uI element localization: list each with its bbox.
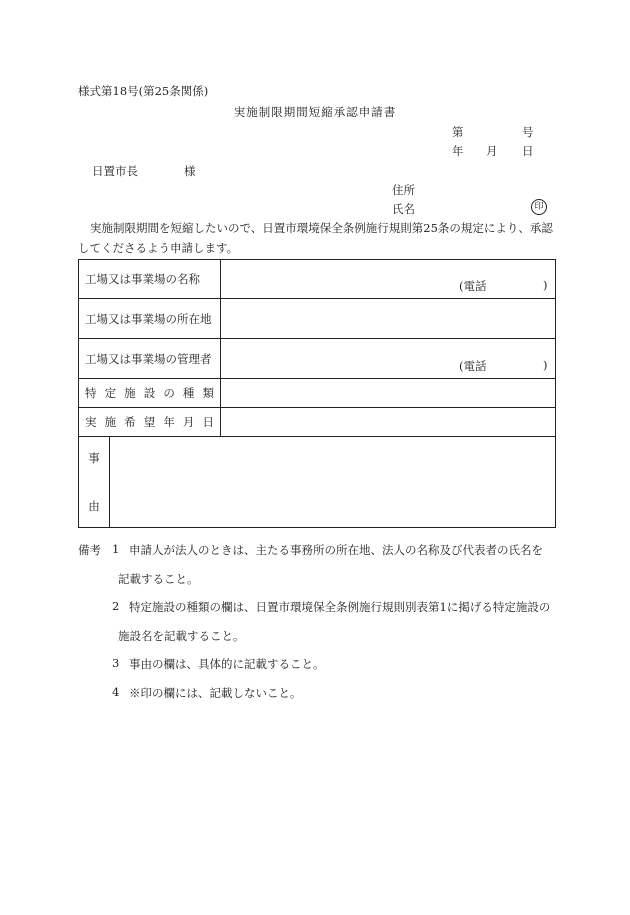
- facility-type-field[interactable]: [221, 379, 556, 408]
- label-char: 日: [202, 415, 214, 429]
- reason-label: [79, 437, 110, 528]
- label-char: 特: [85, 386, 97, 400]
- facility-manager-field[interactable]: [221, 339, 556, 379]
- label-char: 事: [88, 451, 100, 465]
- label-char: の: [163, 386, 175, 400]
- label-char: 望: [143, 415, 156, 429]
- phone-label: (電話: [459, 359, 487, 373]
- table-row: [79, 299, 556, 339]
- note-number: 2: [112, 599, 120, 613]
- note-number: 4: [112, 685, 120, 699]
- note-text: 特定施設の種類の欄は、日置市環境保全条例施行規則別表第1に掲げる特定施設の: [129, 600, 551, 614]
- label-char: 由: [88, 499, 100, 513]
- note-text: 申請人が法人のときは、主たる事務所の所在地、法人の名称及び代表者の氏名を: [129, 543, 543, 557]
- note-text: 施設名を記載すること。: [118, 629, 245, 643]
- facility-name-field[interactable]: [221, 260, 556, 299]
- name-label: 氏名: [392, 202, 415, 216]
- note-text: 事由の欄は、具体的に記載すること。: [129, 657, 325, 671]
- notes-label: 備考: [78, 543, 101, 557]
- phone-close: ): [543, 358, 548, 372]
- note-number: 1: [112, 542, 120, 556]
- form-number: 様式第18号(第25条関係): [78, 84, 209, 98]
- table-row: [79, 379, 556, 408]
- reason-table: [78, 436, 556, 528]
- seal-mark-icon: 印: [531, 199, 547, 215]
- phone-close: ): [543, 278, 548, 292]
- table-row: [79, 437, 556, 528]
- label-char: 種: [182, 386, 195, 400]
- addressee-honorific: 様: [184, 164, 196, 178]
- facility-type-label: [79, 379, 221, 408]
- address-label: 住所: [392, 183, 415, 197]
- note-number: 3: [112, 656, 120, 670]
- label-char: 希: [124, 415, 136, 429]
- label-char: 施: [124, 386, 136, 400]
- phone-field: [459, 358, 548, 374]
- note-text: ※印の欄には、記載しないこと。: [129, 686, 302, 700]
- reason-field[interactable]: [110, 437, 556, 528]
- label-char: 設: [143, 386, 156, 400]
- facility-manager-label: 工場又は事業場の管理者: [79, 339, 221, 379]
- phone-field: [459, 278, 548, 294]
- application-form-table: [78, 259, 556, 437]
- facility-location-label: 工場又は事業場の所在地: [79, 299, 221, 339]
- table-row: [79, 408, 556, 437]
- application-statement: 実施制限期間を短縮したいので、日置市環境保全条例施行規則第25条の規定により、承認してくださるよう申請します。: [78, 221, 553, 255]
- table-row: [79, 339, 556, 379]
- label-char: 月: [182, 415, 195, 429]
- date-year: 年: [452, 144, 464, 158]
- label-char: 年: [163, 415, 175, 429]
- number-suffix: 号: [522, 125, 534, 139]
- facility-location-field[interactable]: [221, 299, 556, 339]
- phone-label: (電話: [459, 279, 487, 293]
- facility-name-label: 工場又は事業場の名称: [79, 260, 221, 299]
- desired-date-label: [79, 408, 221, 437]
- label-char: 類: [202, 386, 214, 400]
- addressee-name: 日置市長: [92, 164, 138, 178]
- note-text: 記載すること。: [118, 572, 199, 586]
- date-day: 日: [522, 144, 534, 158]
- label-char: 施: [104, 415, 117, 429]
- number-prefix: 第: [452, 125, 464, 139]
- table-row: [79, 260, 556, 299]
- addressee: [92, 163, 196, 179]
- date-month: 月: [486, 144, 498, 158]
- desired-date-field[interactable]: [221, 408, 556, 437]
- label-char: 定: [104, 386, 117, 400]
- label-char: 実: [85, 415, 97, 429]
- document-title: 実施制限期間短縮承認申請書: [233, 105, 397, 119]
